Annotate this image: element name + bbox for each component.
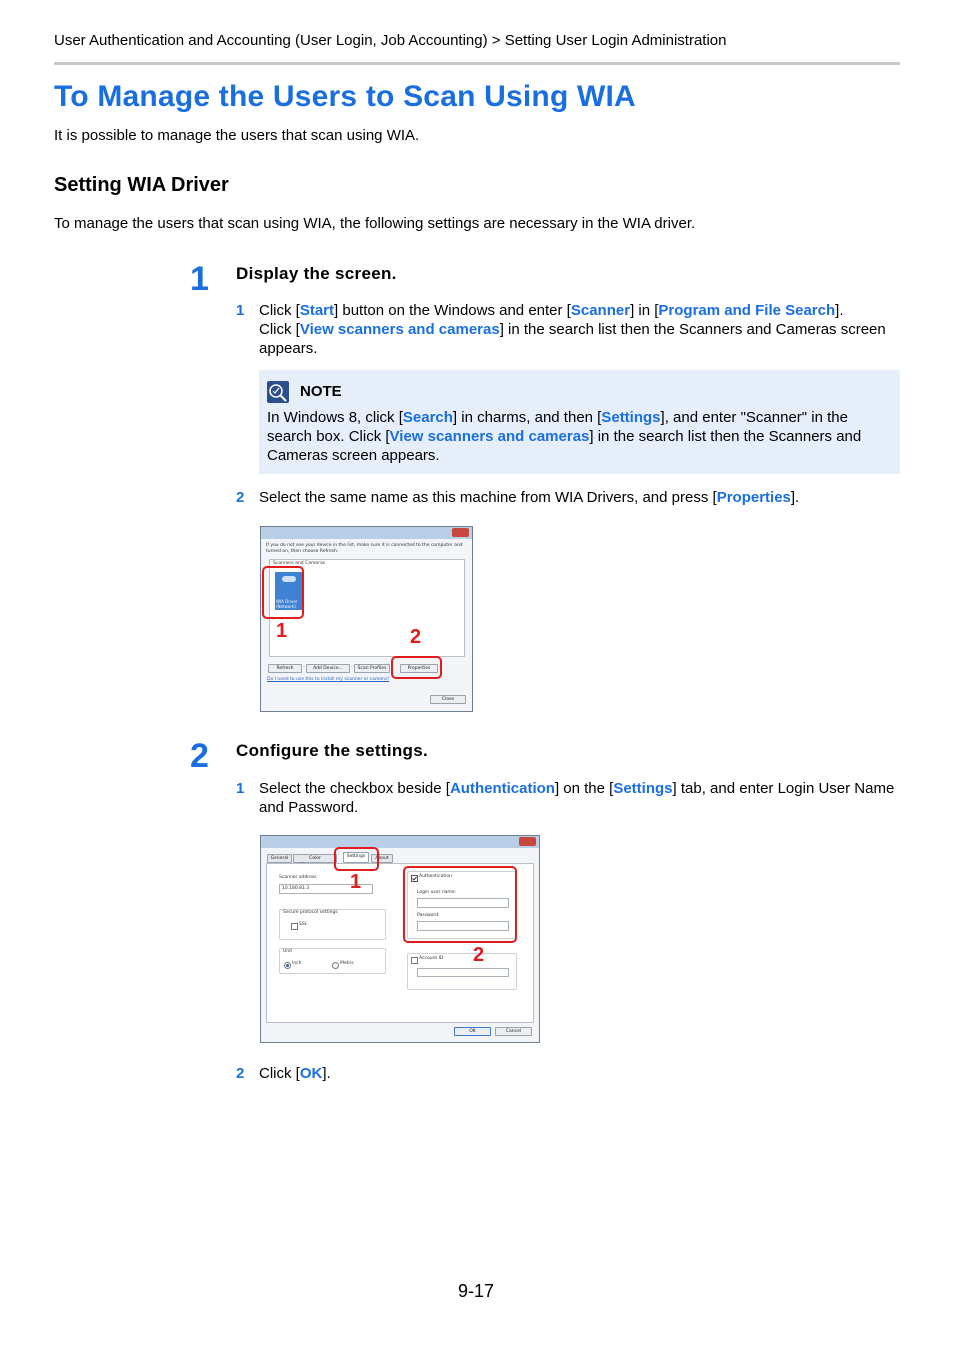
add-device-button[interactable]: Add Device... — [306, 664, 350, 673]
step-2-sub-2-text: Click [OK]. — [259, 1065, 331, 1082]
unit-label: Unit — [283, 949, 293, 954]
wia-device-label: WIA Driver (Network) — [276, 599, 298, 609]
ssl-label: SSL — [299, 922, 308, 927]
radio-selected-dot — [286, 964, 289, 967]
callout-box-2 — [391, 656, 442, 679]
page-number: 9-17 — [458, 1281, 495, 1301]
step-2-sub-1-number: 1 — [236, 780, 245, 797]
callout-box-settings-tab — [334, 847, 379, 871]
ok-button[interactable]: OK — [454, 1027, 491, 1036]
scanner-address-label: Scanner address — [279, 875, 317, 880]
callout-label-2: 2 — [473, 944, 485, 966]
callout-box-authentication — [403, 866, 517, 943]
scanners-cameras-screenshot — [260, 526, 473, 712]
section-text: To manage the users that scan using WIA, the following settings are necessary in the WIA driver. — [54, 215, 696, 232]
secure-protocol-label: Secure protocol settings — [283, 910, 338, 915]
login-user-name-label: Login user name: — [417, 890, 457, 895]
callout-box-1 — [262, 566, 304, 619]
cancel-button[interactable]: Cancel — [495, 1027, 532, 1036]
unit-group — [279, 948, 386, 974]
window-titlebar — [261, 527, 472, 539]
account-id-label: Account ID — [419, 956, 444, 961]
step-1-sub-1-text: Click [Start] button on the Windows and enter [Scanner] in [Program and File Search]. Click [View scanners and cameras] in the search list then the Scanners and Cameras screen appears. — [259, 302, 886, 357]
account-id-input[interactable] — [417, 968, 509, 977]
step-2-heading: Configure the settings. — [236, 741, 429, 760]
window-close-icon — [519, 837, 536, 846]
install-help-link[interactable]: Do I need to use this to install my scanner or camera? — [267, 677, 390, 682]
unit-inch-label: Inch — [292, 961, 302, 966]
step-1-number: 1 — [190, 260, 209, 298]
ssl-checkbox[interactable] — [291, 923, 298, 930]
intro-text: It is possible to manage the users that scan using WIA. — [54, 127, 420, 144]
account-id-checkbox[interactable] — [411, 957, 418, 964]
step-2-number: 2 — [190, 737, 209, 775]
tab-color-management[interactable]: Color — [293, 854, 337, 863]
scanner-address-value: 10.180.81.3 — [282, 886, 310, 891]
callout-label-1: 1 — [350, 871, 362, 893]
breadcrumb: User Authentication and Accounting (User Login, Job Accounting) > Setting User Login Administration — [54, 32, 727, 49]
callout-label-2: 2 — [410, 626, 422, 648]
close-button[interactable]: Close — [430, 695, 466, 704]
unit-metric-radio[interactable] — [332, 962, 339, 969]
scan-profiles-button[interactable]: Scan Profiles — [354, 664, 390, 673]
step-2-sub-1-text: Select the checkbox beside [Authentication] on the [Settings] tab, and enter Login User Name and Password. — [259, 780, 895, 816]
password-label: Password: — [417, 913, 440, 918]
step-2-sub-2-number: 2 — [236, 1065, 245, 1082]
properties-button[interactable]: Properties — [400, 664, 438, 673]
step-1-sub-2-number: 2 — [236, 489, 245, 506]
section-heading: Setting WIA Driver — [54, 174, 229, 196]
unit-metric-label: Metric — [340, 961, 354, 966]
callout-label-1: 1 — [276, 620, 288, 642]
tab-settings[interactable]: Settings — [343, 852, 369, 863]
window-titlebar — [261, 836, 539, 848]
note-pencil-icon — [267, 381, 289, 403]
header-divider — [54, 62, 900, 65]
authentication-label: Authentication — [419, 874, 453, 879]
page-title: To Manage the Users to Scan Using WIA — [54, 80, 636, 113]
tab-general[interactable]: General — [267, 854, 292, 863]
tab-about[interactable]: About — [371, 854, 393, 863]
step-1-heading: Display the screen. — [236, 264, 397, 283]
note-title: NOTE — [300, 383, 342, 400]
step-1-sub-1-number: 1 — [236, 302, 245, 319]
note-text: In Windows 8, click [Search] in charms, and then [Settings], and enter "Scanner" in the search box. Click [View scanners and cameras] in the search list then the Scanners and Cameras screen appears. — [267, 409, 862, 464]
info-text: If you do not see your device in the list, make sure it is connected to the computer and turned on, then choose Refresh. — [266, 543, 463, 554]
note-box — [259, 370, 900, 474]
device-list-group-label: Scanners and Cameras — [273, 561, 326, 566]
account-id-group — [407, 953, 517, 990]
unit-inch-radio[interactable] — [284, 962, 291, 969]
window-close-icon — [452, 528, 469, 537]
secure-protocol-group — [279, 909, 386, 940]
refresh-button[interactable]: Refresh — [268, 664, 302, 673]
step-1-sub-2-text: Select the same name as this machine from WIA Drivers, and press [Properties]. — [259, 489, 800, 506]
